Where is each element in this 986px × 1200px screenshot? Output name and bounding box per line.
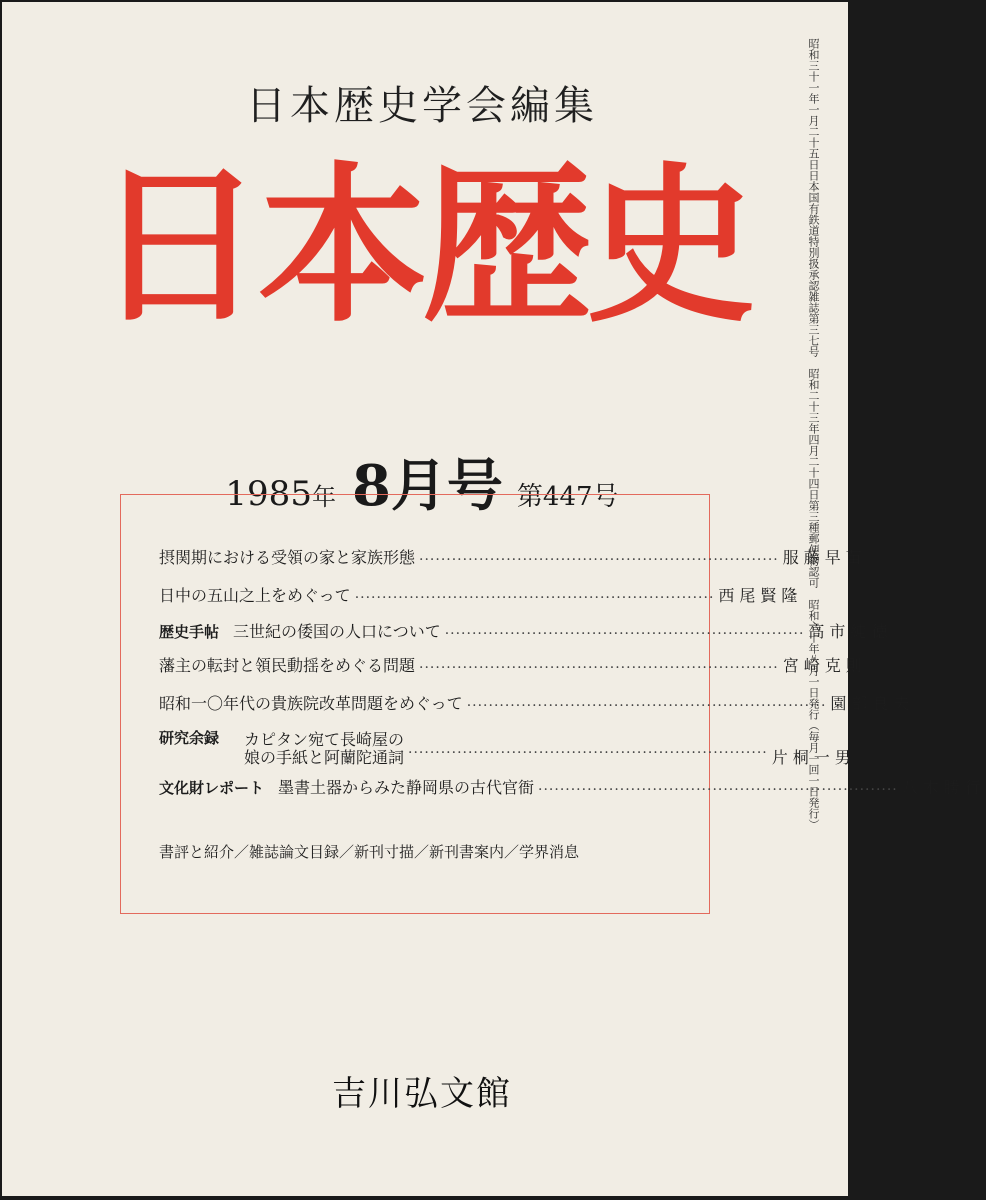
postal-registration-text: 昭和三十一年一月二十五日日本国有鉄道特別扱承認雑誌第三七号 昭和二十三年四月二十四日第三種郵便物認可 昭和六十年八月一日発行（毎月一回一日発行） bbox=[807, 38, 820, 830]
toc-entry bbox=[159, 583, 803, 606]
toc-entry-author: 宮崎克則 bbox=[782, 656, 867, 675]
toc-entry bbox=[159, 619, 893, 642]
toc-entry-title: 昭和一〇年代の貴族院改革問題をめぐって bbox=[159, 694, 463, 713]
toc-entry-title-line1: カピタン宛て長崎屋の bbox=[244, 730, 405, 749]
issue-month: 8月号 bbox=[351, 453, 503, 519]
issue-year-suffix: 年 bbox=[311, 483, 336, 511]
journal-cover bbox=[2, 2, 986, 1196]
toc-entry-title: 三世紀の倭国の人口について bbox=[233, 622, 441, 641]
toc-entry-author: 西尾賢隆 bbox=[718, 586, 803, 605]
issue-number: 第447号 bbox=[516, 482, 619, 512]
toc-entry-title: 日中の五山之上をめぐって bbox=[159, 586, 351, 605]
toc-entry-title: 墨書土器からみた静岡県の古代官衙 bbox=[278, 778, 535, 797]
issue-year: 1985 bbox=[225, 474, 312, 514]
toc-entry-title-line2: 娘の手紙と阿蘭陀通詞 bbox=[244, 748, 405, 767]
table-of-contents bbox=[120, 494, 986, 914]
editor-credit: 日本歴史学会編集 bbox=[246, 83, 598, 129]
toc-entry-title-line2-row bbox=[244, 745, 856, 768]
toc-leader-dots: ·································································· bbox=[444, 626, 805, 642]
toc-entry bbox=[159, 545, 867, 568]
toc-entry-title: 摂関期における受領の家と家族形態 bbox=[159, 548, 416, 567]
toc-entry-author: 園部良夫 bbox=[830, 694, 915, 713]
toc-leader-dots: ·································································· bbox=[419, 660, 779, 676]
toc-entry-author: 片桐一男 bbox=[771, 748, 856, 767]
toc-leader-dots: ·································································· bbox=[354, 590, 715, 606]
toc-entry bbox=[159, 653, 867, 676]
journal-title: 日本歴史 bbox=[93, 148, 750, 346]
toc-entry-label: 歴史手帖 bbox=[159, 623, 220, 641]
toc-leader-dots: ·································································· bbox=[538, 782, 898, 798]
publisher-name: 吉川弘文館 bbox=[332, 1074, 512, 1114]
toc-leader-dots: ·································································· bbox=[466, 698, 827, 714]
toc-entry-author: 高市純徳 bbox=[808, 622, 893, 641]
toc-entry-title: 藩主の転封と領民動揺をめぐる問題 bbox=[159, 656, 416, 675]
toc-entry-label: 文化財レポート bbox=[159, 779, 265, 797]
toc-entry bbox=[159, 727, 856, 767]
toc-entry bbox=[159, 775, 986, 798]
toc-entry-author: 八木勝行 bbox=[901, 778, 986, 797]
toc-leader-dots: ·································································· bbox=[419, 552, 779, 568]
misc-sections: 書評と紹介／雑誌論文目録／新刊寸描／新刊書案内／学界消息 bbox=[159, 843, 580, 861]
toc-entry bbox=[159, 691, 915, 714]
toc-entry-label: 研究余録 bbox=[159, 729, 220, 747]
toc-entry-author: 服藤早苗 bbox=[782, 548, 867, 567]
toc-leader-dots: ·································································· bbox=[408, 745, 768, 761]
